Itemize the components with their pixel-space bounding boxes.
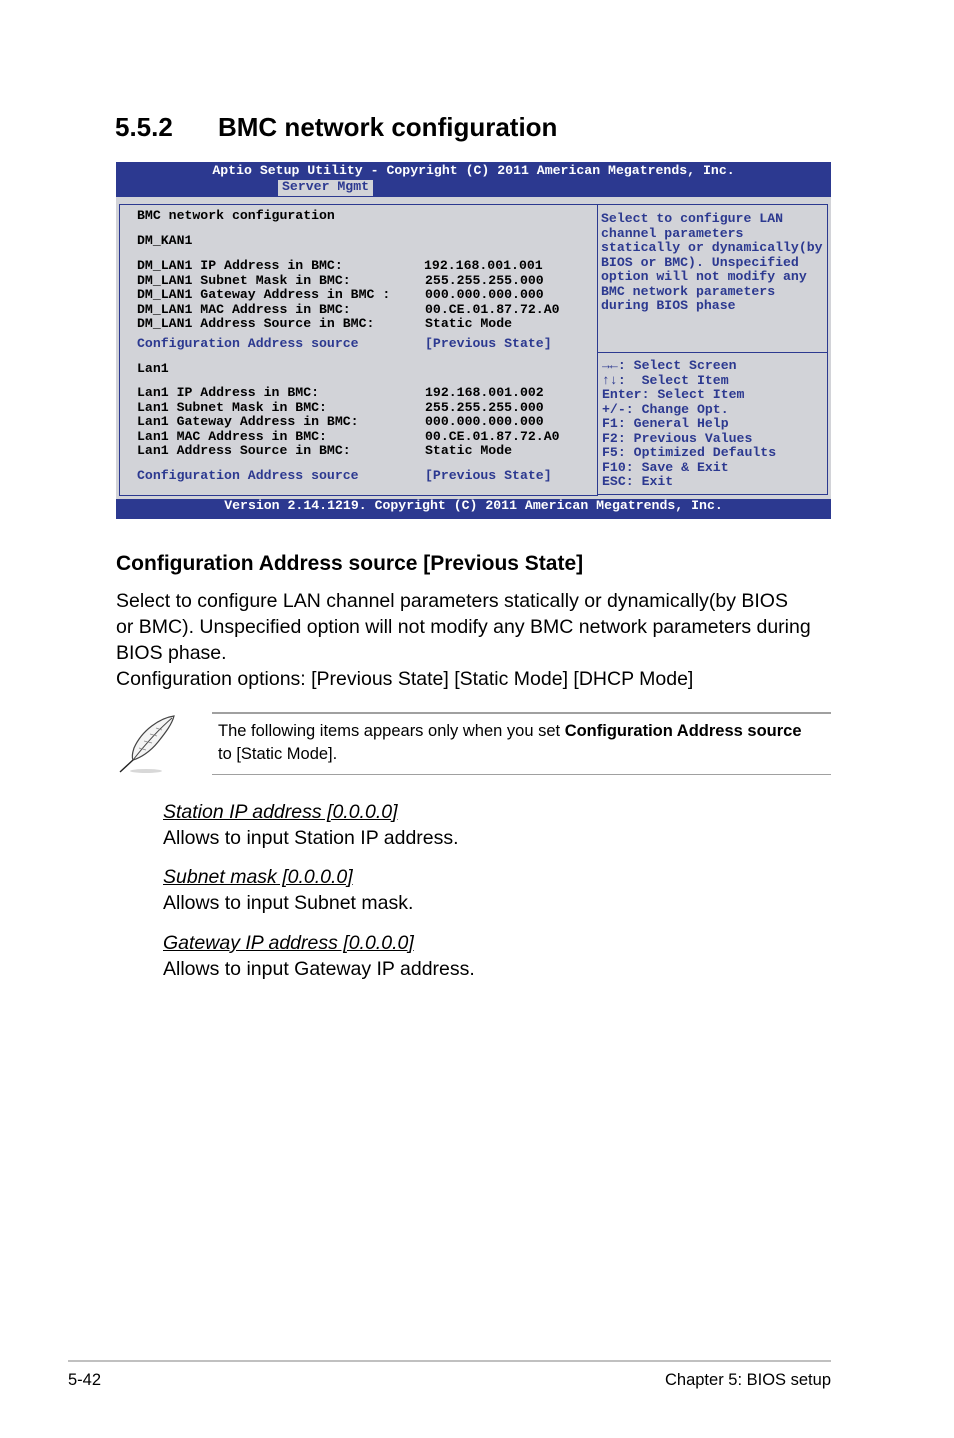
item-subnet-mask-desc: Allows to input Subnet mask. [163,892,414,914]
note-divider-bottom [212,774,831,775]
bios-row: Lan1 IP Address in BMC: 192.168.001.002 [137,385,544,400]
bios-header [116,162,831,197]
key-previous-values: F2: Previous Values [602,430,753,446]
option-heading: Configuration Address source [Previous State] [116,552,584,575]
bios-row: DM_LAN1 Subnet Mask in BMC: 255.255.255.000 [137,272,544,288]
section-heading [115,112,557,143]
bios-screenshot [116,162,831,519]
bios-row: Lan1 Address Source in BMC: Static Mode [137,443,513,458]
option-desc-line: BIOS phase. [116,642,227,664]
bios-option-config-address-source-1[interactable]: Configuration Address source [Previous State] [137,336,552,351]
bios-title: Aptio Setup Utility - Copyright (C) 2011 American Megatrends, Inc. [212,163,735,178]
bios-row: Lan1 Subnet Mask in BMC: 255.255.255.000 [137,399,544,415]
key-save-exit: F10: Save & Exit [602,459,729,475]
chapter-label: Chapter 5: BIOS setup [664,1371,831,1389]
bios-group2-title: Lan1 [137,361,169,376]
option-values-line: Configuration options: [Previous State] [Static Mode] [DHCP Mode] [116,668,694,690]
key-select-item: ↑↓: Select Item [602,372,729,388]
bios-main-panel [119,204,598,496]
bios-option-config-address-source-2[interactable]: Configuration Address source [Previous State] [137,468,552,483]
bios-help-panel [597,204,828,353]
key-general-help: F1: General Help [602,416,729,431]
bios-group1-title: DM_KAN1 [137,233,193,248]
item-subnet-mask-title: Subnet mask [0.0.0.0] [163,866,353,888]
note-text-line1: The following items appears only when you set Configuration Address source [218,722,802,740]
note-divider-top [212,712,831,714]
bios-key-legend [597,352,828,495]
item-station-ip-title: Station IP address [0.0.0.0] [163,801,398,823]
bios-key-list [602,359,776,490]
key-exit: ESC: Exit [602,474,674,489]
page-number: 5-42 [68,1371,102,1389]
bios-group1-rows [137,258,560,332]
item-gateway-ip-title: Gateway IP address [0.0.0.0] [163,932,414,954]
bios-group2-rows [137,385,560,459]
bios-section-title: BMC network configuration [137,208,335,223]
item-gateway-ip-desc: Allows to input Gateway IP address. [163,958,475,980]
key-select-screen: →←: Select Screen [602,358,737,373]
bios-row: DM_LAN1 Gateway Address in BMC : 000.000.000.000 [137,287,544,302]
key-change-opt: +/-: Change Opt. [602,401,729,417]
bios-row: DM_LAN1 IP Address in BMC: 192.168.001.001 [137,258,543,273]
option-desc-line: or BMC). Unspecified option will not modify any BMC network parameters during [116,616,811,638]
section-number: 5.5.2 [115,112,173,142]
item-station-ip-desc: Allows to input Station IP address. [163,827,459,849]
bios-row: Lan1 Gateway Address in BMC: 000.000.000.000 [137,414,544,429]
bios-row: DM_LAN1 MAC Address in BMC: 00.CE.01.87.72.A0 [137,301,560,317]
bios-help-text: Select to configure LAN channel parameters statically or dynamically(by BIOS or BMC). Unspecified option will not modify any BMC network parameters during BIOS phase [601,211,823,313]
bios-row: Lan1 MAC Address in BMC: 00.CE.01.87.72.A0 [137,428,560,444]
option-desc-line: Select to configure LAN channel parameters statically or dynamically(by BIOS [116,590,788,612]
bios-tab-server-mgmt[interactable]: Server Mgmt [278,180,373,196]
bios-footer: Version 2.14.1219. Copyright (C) 2011 American Megatrends, Inc. [116,499,831,519]
note-text-line2: to [Static Mode]. [218,745,338,763]
key-enter: Enter: Select Item [602,387,745,402]
bios-row: DM_LAN1 Address Source in BMC: Static Mode [137,316,513,331]
section-title: BMC network configuration [218,112,558,142]
key-optimized-defaults: F5: Optimized Defaults [602,445,777,460]
feather-pen-icon [116,714,178,774]
footer-rule [68,1360,831,1362]
